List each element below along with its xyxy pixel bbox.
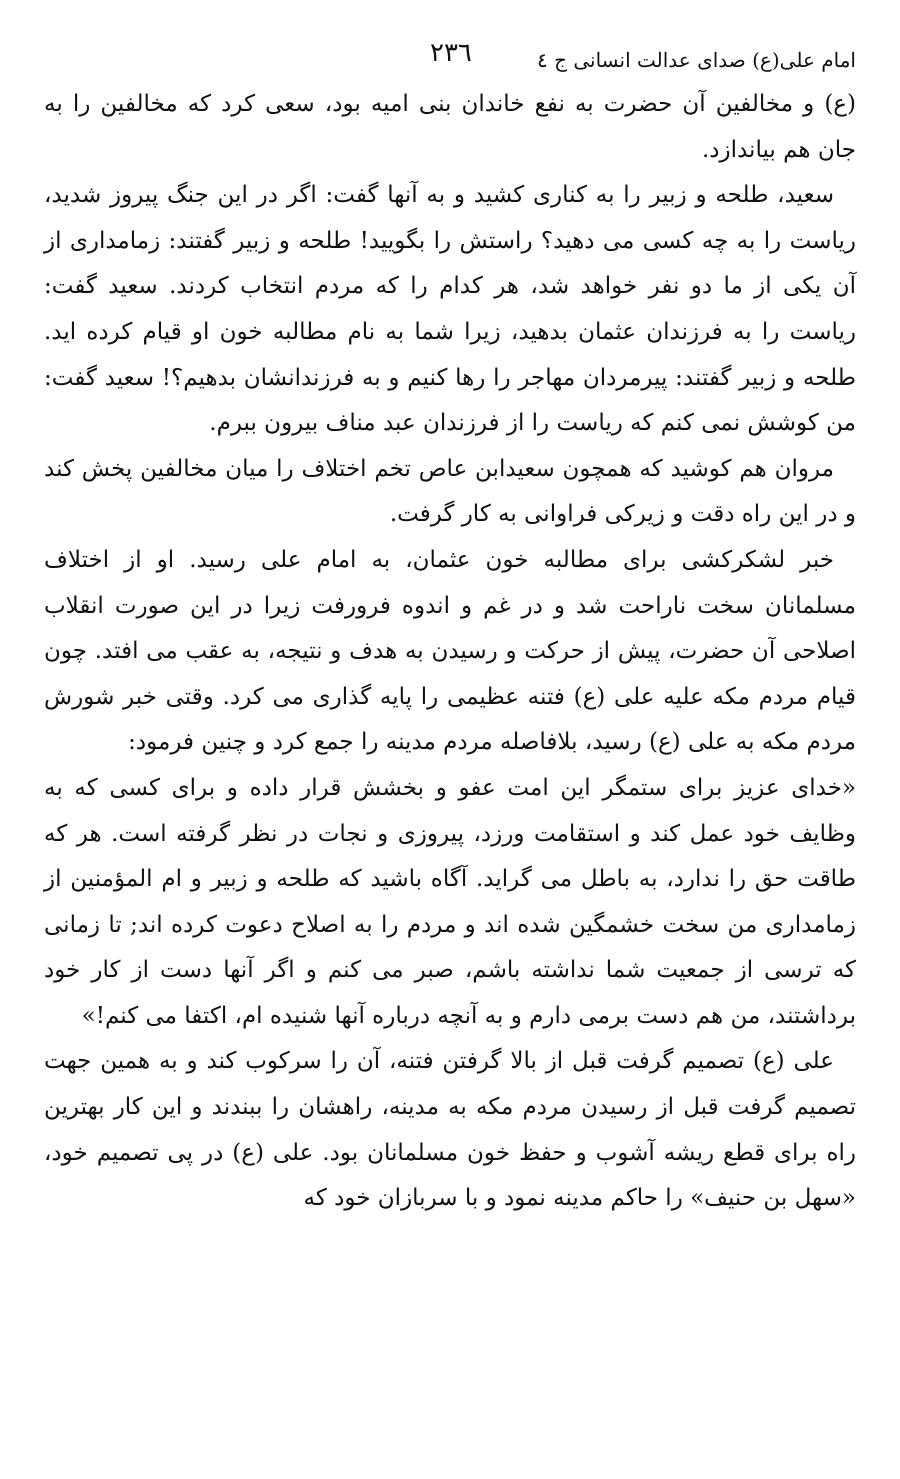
page-number: ٢٣٦	[430, 38, 472, 68]
paragraph-marwan: مروان هم کوشید که همچون سعیدابن عاص تخم اختلاف را میان مخالفین پخش کند و در این راه دقت و زیرکی فراوانی به کار گرفت.	[44, 455, 856, 528]
running-header	[44, 34, 856, 82]
paragraph-news-to-ali: خبر لشکرکشی برای مطالبه خون عثمان، به امام علی رسید. او از اختلاف مسلمانان سخت ناراحت شد و در غم و اندوه فرورفت زیرا در این صورت انقلاب اصلاحی آن حضرت، پیش از حرکت و رسیدن به هدف و نتیجه، به عقب می افتد. چون قیام مردم مکه علیه علی (ع) فتنه عظیمی را پایه گذاری می کرد. وقتی خبر شورش مردم مکه به علی (ع) رسید، بلافاصله مردم مدینه را جمع کرد و چنین فرمود:	[44, 546, 856, 756]
paragraph-ali-decision: علی (ع) تصمیم گرفت قبل از بالا گرفتن فتنه، آن را سرکوب کند و به همین جهت تصمیم گرفت قبل از رسیدن مردم مکه به مدینه، راهشان را ببندند و این کار بهترین راه برای قطع ریشه آشوب و حفظ خون مسلمانان بود. علی (ع) در پی تصمیم خود، «سهل بن حنیف» را حاکم مدینه نمود و با سربازان خود که	[44, 1048, 856, 1212]
paragraph-said-talha-zubayr: سعید، طلحه و زبیر را به کناری کشید و به آنها گفت: اگر در این جنگ پیروز شدید، ریاست را به چه کسی می دهید؟ راستش را بگویید! طلحه و زبیر گفتند: زمامداری از آن یکی از ما دو نفر خواهد شد، هر کدام را که مردم انتخاب کردند. سعید گفت: ریاست را به فرزندان عثمان بدهید، زیرا شما به نام مطالبه خون او قیام کرده اید. طلحه و زبیر گفتند: پیرمردان مهاجر را رها کنیم و به فرزندانشان بدهیم؟! سعید گفت: من کوشش نمی کنم که ریاست را از فرزندان عبد مناف بیرون ببرم.	[44, 182, 856, 437]
book-title: امام علی(ع) صدای عدالت انسانی ج ٤	[536, 48, 856, 72]
paragraph-continuation: (ع) و مخالفین آن حضرت به نفع خاندان بنی امیه بود، سعی کرد که مخالفین را به جان هم بیاندازد.	[44, 91, 856, 163]
body-text	[44, 82, 856, 1222]
paragraph-speech-quote: «خدای عزیز برای ستمگر این امت عفو و بخشش قرار داده و برای کسی که به وظایف خود عمل کند و استقامت ورزد، پیروزی و نجات در نظر گرفته است. هر که طاقت حق را ندارد، به باطل می گراید. آگاه باشید که طلحه و زبیر و ام المؤمنین از زمامداری من سخت خشمگین شده اند و مردم را به اصلاح دعوت کرده اند; تا زمانی که ترسی از جمعیت شما نداشته باشم، صبر می کنم و اگر آنها دست از کار خود برداشتند، من هم دست برمی دارم و به آنچه درباره آنها شنیده ام، اکتفا می کنم!»	[44, 774, 856, 1029]
